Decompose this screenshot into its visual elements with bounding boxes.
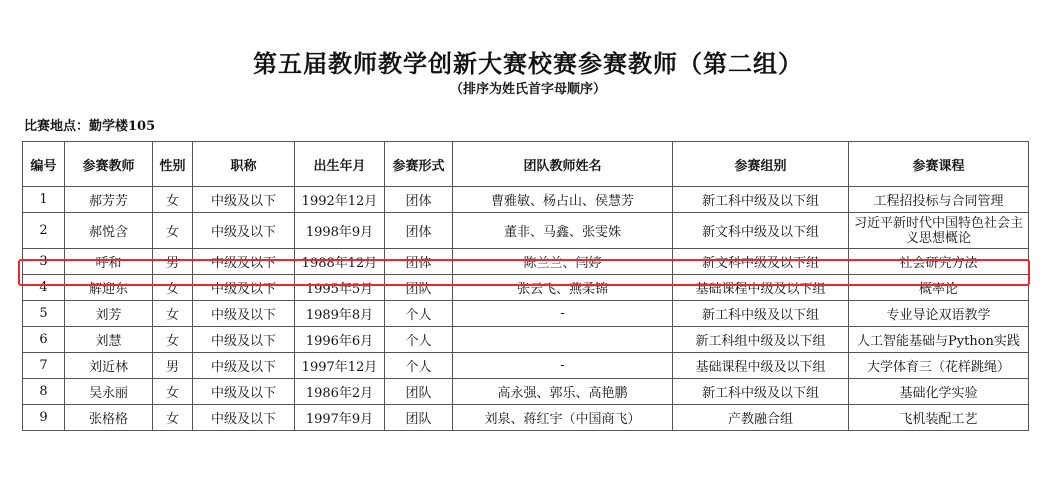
table-row-highlighted [23, 249, 1029, 275]
cell-group: 新文科中级及以下组 [673, 249, 849, 275]
cell-title: 中级及以下 [193, 353, 295, 379]
cell-team: 刘泉、蒋红宇（中国商飞） [453, 405, 673, 431]
cell-team: 高永强、郭乐、高艳鹏 [453, 379, 673, 405]
cell-teacher: 张格格 [65, 405, 153, 431]
cell-number: 6 [23, 327, 65, 353]
col-header-teacher: 参赛教师 [65, 142, 153, 187]
cell-group: 基础课程中级及以下组 [673, 353, 849, 379]
cell-birth: 1989年8月 [295, 301, 385, 327]
cell-form: 个人 [385, 353, 453, 379]
cell-course: 基础化学实验 [849, 379, 1029, 405]
page-subtitle: （排序为姓氏首字母顺序） [449, 82, 606, 97]
cell-birth: 1998年9月 [295, 213, 385, 249]
cell-form: 团体 [385, 213, 453, 249]
cell-birth: 1997年9月 [295, 405, 385, 431]
cell-gender: 男 [153, 353, 193, 379]
cell-birth: 1997年12月 [295, 353, 385, 379]
table-row [23, 353, 1029, 379]
cell-course: 飞机装配工艺 [849, 405, 1029, 431]
cell-gender: 女 [153, 405, 193, 431]
cell-number: 4 [23, 275, 65, 301]
table-row [23, 275, 1029, 301]
cell-number: 1 [23, 187, 65, 213]
cell-teacher: 刘芳 [65, 301, 153, 327]
cell-gender: 女 [153, 327, 193, 353]
cell-course: 工程招投标与合同管理 [849, 187, 1029, 213]
cell-group: 新文科中级及以下组 [673, 213, 849, 249]
roster-table [22, 141, 1029, 431]
table-row [23, 213, 1029, 249]
cell-number: 8 [23, 379, 65, 405]
cell-gender: 女 [153, 187, 193, 213]
cell-birth: 1988年12月 [295, 249, 385, 275]
cell-teacher: 解迎东 [65, 275, 153, 301]
cell-course: 人工智能基础与Python实践 [849, 327, 1029, 353]
cell-title: 中级及以下 [193, 187, 295, 213]
cell-team: - [453, 353, 673, 379]
cell-course: 大学体育三（花样跳绳） [849, 353, 1029, 379]
col-header-title: 职称 [193, 142, 295, 187]
cell-gender: 女 [153, 301, 193, 327]
cell-group: 新工科中级及以下组 [673, 379, 849, 405]
cell-course: 社会研究方法 [849, 249, 1029, 275]
cell-group: 新工科中级及以下组 [673, 187, 849, 213]
cell-team [453, 327, 673, 353]
cell-gender: 女 [153, 379, 193, 405]
cell-course: 习近平新时代中国特色社会主义思想概论 [849, 213, 1029, 249]
cell-title: 中级及以下 [193, 249, 295, 275]
cell-title: 中级及以下 [193, 379, 295, 405]
table-row [23, 327, 1029, 353]
cell-gender: 女 [153, 213, 193, 249]
cell-teacher: 刘慧 [65, 327, 153, 353]
cell-title: 中级及以下 [193, 213, 295, 249]
cell-number: 2 [23, 213, 65, 249]
cell-number: 7 [23, 353, 65, 379]
cell-title: 中级及以下 [193, 327, 295, 353]
table-row [23, 301, 1029, 327]
cell-teacher: 吴永丽 [65, 379, 153, 405]
cell-team: 曹雅敏、杨占山、侯慧芳 [453, 187, 673, 213]
cell-team: - [453, 301, 673, 327]
cell-form: 团队 [385, 405, 453, 431]
cell-title: 中级及以下 [193, 301, 295, 327]
cell-group: 产教融合组 [673, 405, 849, 431]
table-row [23, 379, 1029, 405]
col-header-team: 团队教师姓名 [453, 142, 673, 187]
cell-group: 新工科组中级及以下组 [673, 327, 849, 353]
cell-form: 团队 [385, 379, 453, 405]
cell-birth: 1992年12月 [295, 187, 385, 213]
cell-form: 个人 [385, 327, 453, 353]
cell-form: 个人 [385, 301, 453, 327]
cell-birth: 1995年5月 [295, 275, 385, 301]
cell-course: 专业导论双语教学 [849, 301, 1029, 327]
cell-course: 概率论 [849, 275, 1029, 301]
cell-teacher: 呼和 [65, 249, 153, 275]
cell-title: 中级及以下 [193, 405, 295, 431]
col-header-form: 参赛形式 [385, 142, 453, 187]
col-header-group: 参赛组别 [673, 142, 849, 187]
cell-team: 陈兰兰、闫婷 [453, 249, 673, 275]
cell-form: 团体 [385, 187, 453, 213]
cell-group: 基础课程中级及以下组 [673, 275, 849, 301]
cell-number: 9 [23, 405, 65, 431]
cell-teacher: 郝悦含 [65, 213, 153, 249]
page-title: 第五届教师教学创新大赛校赛参赛教师（第二组） [253, 49, 803, 78]
cell-group: 新工科中级及以下组 [673, 301, 849, 327]
cell-gender: 女 [153, 275, 193, 301]
cell-form: 团体 [385, 249, 453, 275]
cell-team: 董非、马鑫、张雯姝 [453, 213, 673, 249]
cell-form: 团队 [385, 275, 453, 301]
col-header-gender: 性别 [153, 142, 193, 187]
col-header-course: 参赛课程 [849, 142, 1029, 187]
cell-title: 中级及以下 [193, 275, 295, 301]
cell-birth: 1996年6月 [295, 327, 385, 353]
col-header-birth: 出生年月 [295, 142, 385, 187]
cell-teacher: 刘近林 [65, 353, 153, 379]
col-header-number: 编号 [23, 142, 65, 187]
cell-teacher: 郝芳芳 [65, 187, 153, 213]
cell-number: 3 [23, 249, 65, 275]
cell-birth: 1986年2月 [295, 379, 385, 405]
table-header-row [23, 142, 1029, 187]
table-row [23, 405, 1029, 431]
cell-gender: 男 [153, 249, 193, 275]
cell-team: 张云飞、燕柔锦 [453, 275, 673, 301]
table-row [23, 187, 1029, 213]
venue-label: 比赛地点：勤学楼105 [24, 119, 156, 134]
cell-number: 5 [23, 301, 65, 327]
